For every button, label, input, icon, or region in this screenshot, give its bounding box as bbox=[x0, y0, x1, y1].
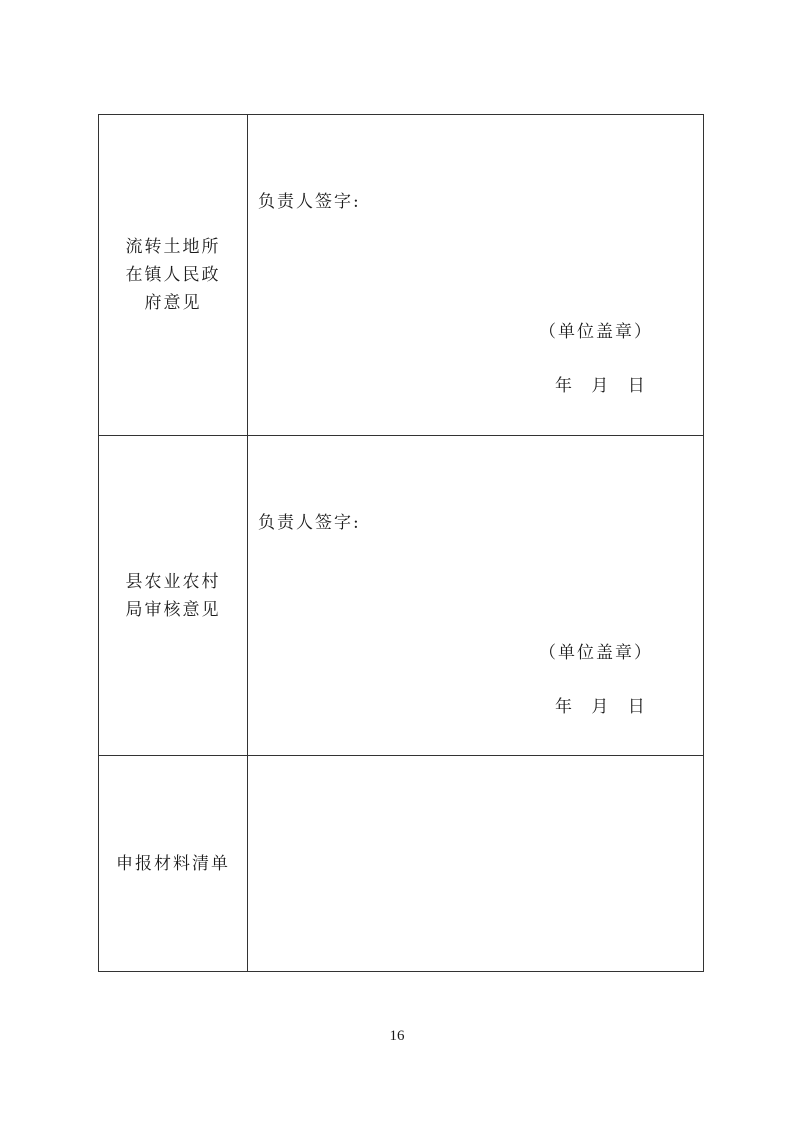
row-label-cell bbox=[99, 115, 248, 435]
signature-label: 负责人签字: bbox=[258, 513, 361, 533]
row-label: 流转土地所在镇人民政府意见 bbox=[125, 237, 221, 313]
row-label: 申报材料清单 bbox=[116, 853, 230, 874]
date-label: 年 月 日 bbox=[555, 376, 647, 396]
table-row-county-agriculture-review bbox=[99, 436, 703, 756]
date-label: 年 月 日 bbox=[555, 697, 647, 717]
page-number: 16 bbox=[389, 1028, 405, 1044]
signature-label: 负责人签字: bbox=[258, 192, 361, 212]
table-row-town-government-opinion bbox=[99, 115, 703, 436]
seal-label: （单位盖章） bbox=[539, 322, 653, 342]
opinion-content-cell[interactable] bbox=[248, 115, 703, 435]
opinion-form-table bbox=[98, 114, 704, 972]
row-label-cell bbox=[99, 436, 248, 755]
row-label: 县农业农村局审核意见 bbox=[125, 571, 221, 620]
table-row-material-list bbox=[99, 756, 703, 971]
row-label-cell bbox=[99, 756, 248, 971]
seal-label: （单位盖章） bbox=[539, 643, 653, 663]
opinion-content-cell[interactable] bbox=[248, 436, 703, 755]
material-list-content-cell[interactable] bbox=[248, 756, 703, 971]
